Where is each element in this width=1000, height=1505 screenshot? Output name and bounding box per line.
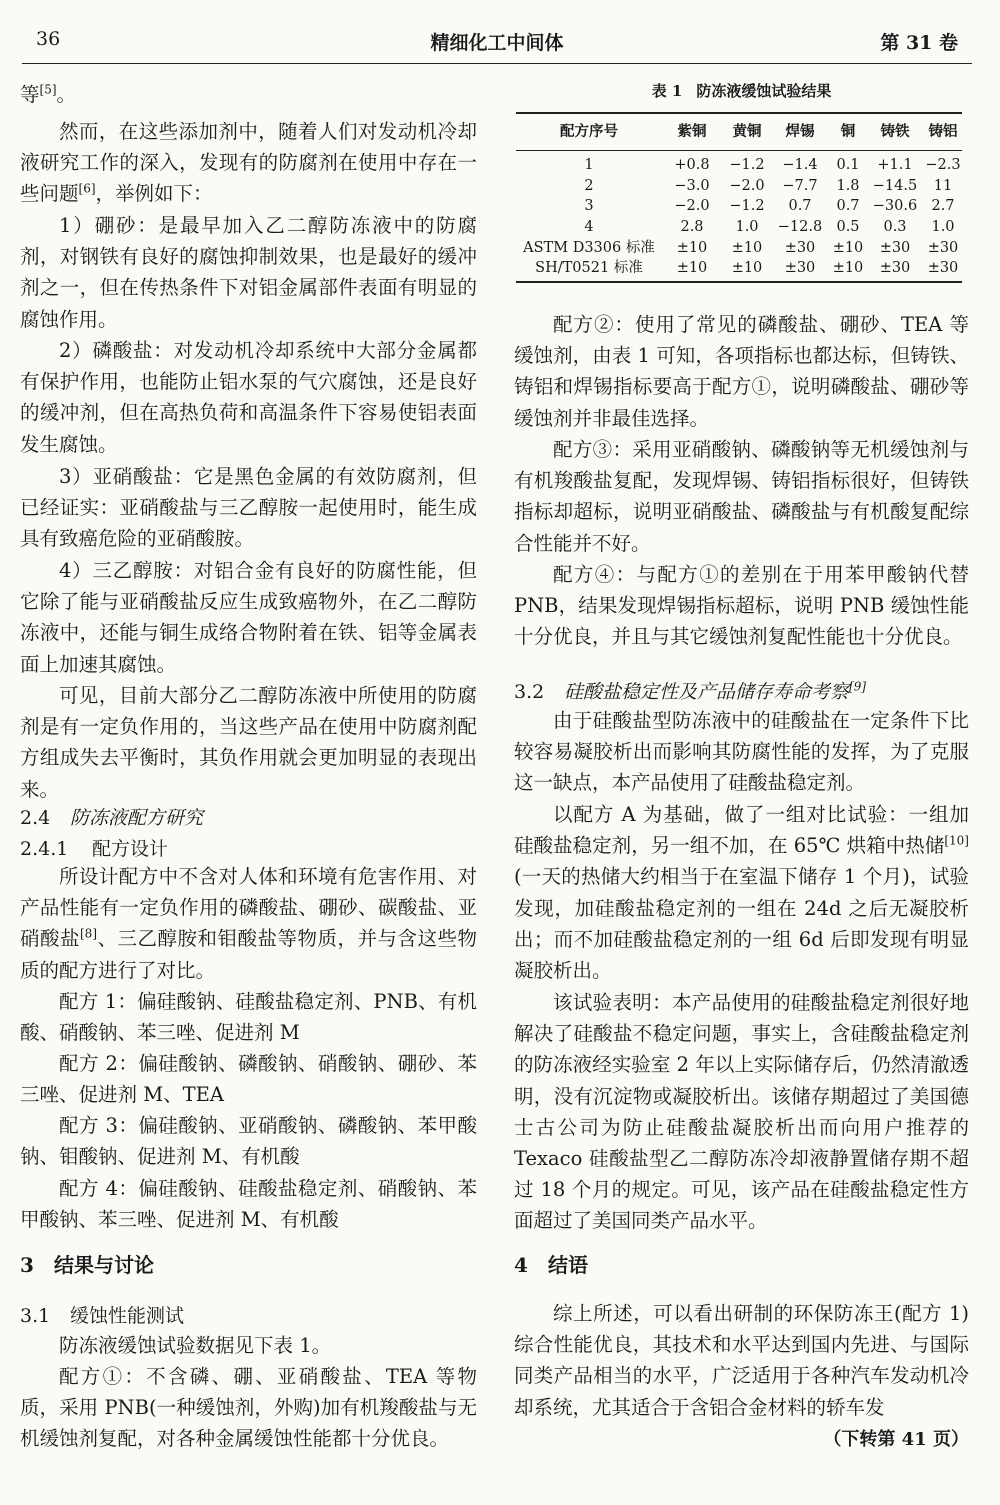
table-cell: 0.1 [836, 157, 860, 173]
section-title: 结语 [548, 1253, 588, 1277]
table-cell: −2.0 [674, 198, 710, 215]
table-cell: ±30 [927, 260, 959, 277]
table-row [516, 258, 962, 279]
table-cell: 0.7 [788, 198, 812, 215]
table-title: 防冻液缓蚀试验结果 [696, 82, 832, 100]
paragraph: 3）亚硝酸盐：它是黑色金属的有效防腐剂，但已经证实：亚硝酸盐与三乙醇胺一起使用时，能生成具有致癌危险的亚硝酸胺。 [20, 465, 477, 551]
table-row [516, 217, 962, 238]
table-header-cell: 配方序号 [560, 123, 618, 140]
paragraph: 配方②：使用了常见的磷酸盐、硼砂、TEA 等缓蚀剂，由表 1 可知，各项指标也都达标，但铸铁、铸铝和焊锡指标要高于配方①，说明磷酸盐、硼砂等缓蚀剂并非最佳选择。 [514, 313, 969, 430]
continued-note: （下转第 41 页） [823, 1429, 969, 1450]
table-cell: −2.0 [729, 177, 765, 194]
formula-item: 配方 2：偏硅酸钠、磷酸钠、硝酸钠、硼砂、苯三唑、促进剂 M、TEA [20, 1052, 477, 1107]
formula-item: 配方 3：偏硅酸钠、亚硝酸钠、磷酸钠、苯甲酸钠、钼酸钠、促进剂 M、有机酸 [20, 1114, 477, 1169]
table-cell: 1.0 [931, 219, 955, 236]
paragraph: 以配方 A 为基础，做了一组对比试验：一组加硅酸盐稳定剂，另一组不加，在 65℃ 烘箱中热储[10](一天的热储大约相当于在室温下储存 1 个月)，试验发现，加硅酸盐稳定剂的一组在 24d 之后无凝胶析出；而不加硅酸盐稳定剂的一组 6d 后即发现有明显凝胶析出。 [514, 803, 969, 983]
table-cell: 3 [584, 198, 594, 215]
table-cell: ±30 [879, 239, 911, 256]
table-header-cell: 紫铜 [677, 123, 707, 140]
paragraph: 1）硼砂：是最早加入乙二醇防冻液中的防腐剂，对钢铁有良好的腐蚀抑制效果，也是最好的缓冲剂之一，但在传热条件下对铝金属部件表面有明显的腐蚀作用。 [20, 214, 477, 331]
table-cell: ±10 [731, 239, 763, 256]
section-number: 3.1 [20, 1305, 51, 1327]
section-number: 3.2 [514, 681, 545, 703]
paragraph: 2）磷酸盐：对发动机冷却系统中大部分金属都有保护作用，也能防止铝水泵的气穴腐蚀，还是良好的缓冲剂，但在高热负荷和高温条件下容易使铝表面发生腐蚀。 [20, 339, 477, 456]
table-cell: 1.0 [735, 219, 759, 236]
table-cell: −30.6 [872, 198, 918, 215]
section-title: 结果与讨论 [54, 1253, 154, 1277]
paragraph: 配方③：采用亚硝酸钠、磷酸钠等无机缓蚀剂与有机羧酸盐复配，发现焊锡、铸铝指标很好，但铸铁指标却超标，说明亚硝酸盐、磷酸盐与有机酸复配综合性能并不好。 [514, 438, 969, 555]
table-cell: ±10 [832, 239, 864, 256]
table-cell: SH/T0521 标准 [535, 260, 643, 277]
table-cell: −1.2 [729, 157, 765, 173]
table-cell: −12.8 [777, 219, 823, 236]
section-title: 防冻液配方研究 [70, 807, 204, 829]
table-header-cell: 铸铝 [928, 123, 958, 140]
table-cell: −1.4 [782, 157, 818, 173]
table-cell: 0.3 [883, 219, 907, 236]
table-cell: ±30 [784, 239, 816, 256]
section-number: 2.4 [20, 807, 51, 829]
table-cell: ±30 [879, 260, 911, 277]
subsection-heading [20, 1302, 477, 1330]
table-row [516, 238, 962, 259]
citation-marker: [9] [849, 679, 867, 694]
citation-marker: [8] [80, 926, 97, 941]
paragraph: 该试验表明：本产品使用的硅酸盐稳定剂很好地解决了硅酸盐不稳定问题，事实上，含硅酸盐稳定剂的防冻液经实验室 2 年以上实际储存后，仍然清澈透明，没有沉淀物或凝胶析出。该储存期超过了美国德士古公司为防止硅酸盐凝胶析出而向用户推荐的 Texaco 硅酸盐型乙二醇防冻冷却液静置储存期不超过 18 个月的规定。可见，该产品在硅酸盐稳定性方面超过了美国同类产品水平。 [514, 991, 969, 1233]
section-heading [514, 1250, 969, 1280]
section-heading [20, 1250, 477, 1280]
running-header [22, 28, 972, 54]
section-title: 缓蚀性能测试 [70, 1305, 185, 1327]
table-cell: ASTM D3306 标准 [523, 239, 655, 256]
table-cell: ±10 [832, 260, 864, 277]
subsection-heading [514, 678, 969, 706]
table-cell: 11 [933, 177, 953, 194]
table-header-cell: 黄铜 [732, 123, 762, 140]
formula-item: 配方 4：偏硅酸钠、硅酸盐稳定剂、硝酸钠、苯甲酸钠、苯三唑、促进剂 M、有机酸 [20, 1177, 477, 1232]
table-header-cell: 铜 [840, 123, 856, 140]
table-cell: ±30 [784, 260, 816, 277]
table-number: 表 1 [651, 82, 683, 100]
section-number: 3 [20, 1253, 34, 1277]
table-cell: −1.2 [729, 198, 765, 215]
table-cell: +0.8 [674, 157, 710, 173]
section-number: 4 [514, 1253, 528, 1277]
table-cell: −3.0 [674, 177, 710, 194]
section-heading [20, 804, 477, 832]
paragraph: 可见，目前大部分乙二醇防冻液中所使用的防腐剂是有一定负作用的，当这些产品在使用中防腐剂配方组成失去平衡时，其负作用就会更加明显的表现出来。 [20, 684, 477, 801]
volume-label: 第 31 卷 [880, 32, 958, 54]
header-rule [22, 63, 972, 64]
subsection-heading [20, 835, 477, 863]
section-title: 硅酸盐稳定性及产品储存寿命考察[9] [564, 679, 867, 703]
table-cell: +1.1 [877, 157, 913, 173]
table-cell: 2 [584, 177, 594, 194]
citation-marker: [6] [78, 181, 96, 196]
table-cell: ±30 [927, 239, 959, 256]
paragraph: 等[5]。 [20, 82, 77, 106]
table-cell: 2.8 [680, 219, 704, 236]
table-row [516, 155, 962, 176]
results-table [516, 112, 962, 283]
section-number: 2.4.1 [20, 838, 69, 860]
table-cell: 0.7 [836, 198, 860, 215]
paragraph: 所设计配方中不含对人体和环境有危害作用、对产品性能有一定负作用的磷酸盐、硼砂、碳酸盐、亚硝酸盐[8]、三乙醇胺和钼酸盐等物质，并与含这些物质的配方进行了对比。 [20, 865, 477, 982]
table-cell: 0.5 [836, 219, 860, 236]
table-cell: ±10 [731, 260, 763, 277]
section-title: 配方设计 [92, 838, 169, 860]
table-cell: 2.7 [931, 198, 955, 215]
table-caption [514, 80, 969, 101]
table-cell: 1.8 [836, 177, 860, 194]
table-cell: 4 [584, 219, 594, 236]
table-cell: ±10 [676, 260, 708, 277]
table-cell: −2.3 [925, 157, 961, 173]
paragraph: 配方①：不含磷、硼、亚硝酸盐、TEA 等物质，采用 PNB(一种缓蚀剂，外购)加有机羧酸盐与无机缓蚀剂复配，对各种金属缓蚀性能都十分优良。 [20, 1365, 477, 1451]
paragraph: 配方④：与配方①的差别在于用苯甲酸钠代替 PNB，结果发现焊锡指标超标，说明 PNB 缓蚀性能十分优良，并且与其它缓蚀剂复配性能也十分优良。 [514, 563, 969, 649]
table-cell: ±10 [676, 239, 708, 256]
table-body [516, 151, 962, 281]
journal-title: 精细化工中间体 [430, 32, 564, 54]
table-header-row [516, 114, 962, 151]
paragraph: 综上所述，可以看出研制的环保防冻王(配方 1)综合性能优良，其技术和水平达到国内先进、与国际同类产品相当的水平，广泛适用于各种汽车发动机冷却系统，尤其适合于含铝合金材料的轿车发 [514, 1302, 969, 1419]
paragraph: 由于硅酸盐型防冻液中的硅酸盐在一定条件下比较容易凝胶析出而影响其防腐性能的发挥，为了克服这一缺点，本产品使用了硅酸盐稳定剂。 [514, 709, 969, 795]
formula-item: 配方 1：偏硅酸钠、硅酸盐稳定剂、PNB、有机酸、硝酸钠、苯三唑、促进剂 M [20, 990, 477, 1045]
table-cell: 1 [584, 157, 594, 173]
citation-marker: [5] [39, 82, 57, 97]
paragraph: 防冻液缓蚀试验数据见下表 1。 [59, 1334, 332, 1357]
table-header-cell: 铸铁 [880, 123, 910, 140]
table-row [516, 196, 962, 217]
citation-marker: [10] [944, 833, 969, 848]
table-cell: −14.5 [872, 177, 918, 194]
page-number: 36 [36, 28, 61, 50]
table-header-cell: 焊锡 [785, 123, 815, 140]
table-cell: −7.7 [782, 177, 818, 194]
paragraph: 4）三乙醇胺：对铝合金有良好的防腐性能，但它除了能与亚硝酸盐反应生成致癌物外，在乙二醇防冻液中，还能与铜生成络合物附着在铁、铝等金属表面上加速其腐蚀。 [20, 559, 477, 676]
paragraph: 然而，在这些添加剂中，随着人们对发动机冷却液研究工作的深入，发现有的防腐剂在使用中存在一些问题[6]，举例如下： [20, 120, 477, 206]
table-row [516, 176, 962, 197]
